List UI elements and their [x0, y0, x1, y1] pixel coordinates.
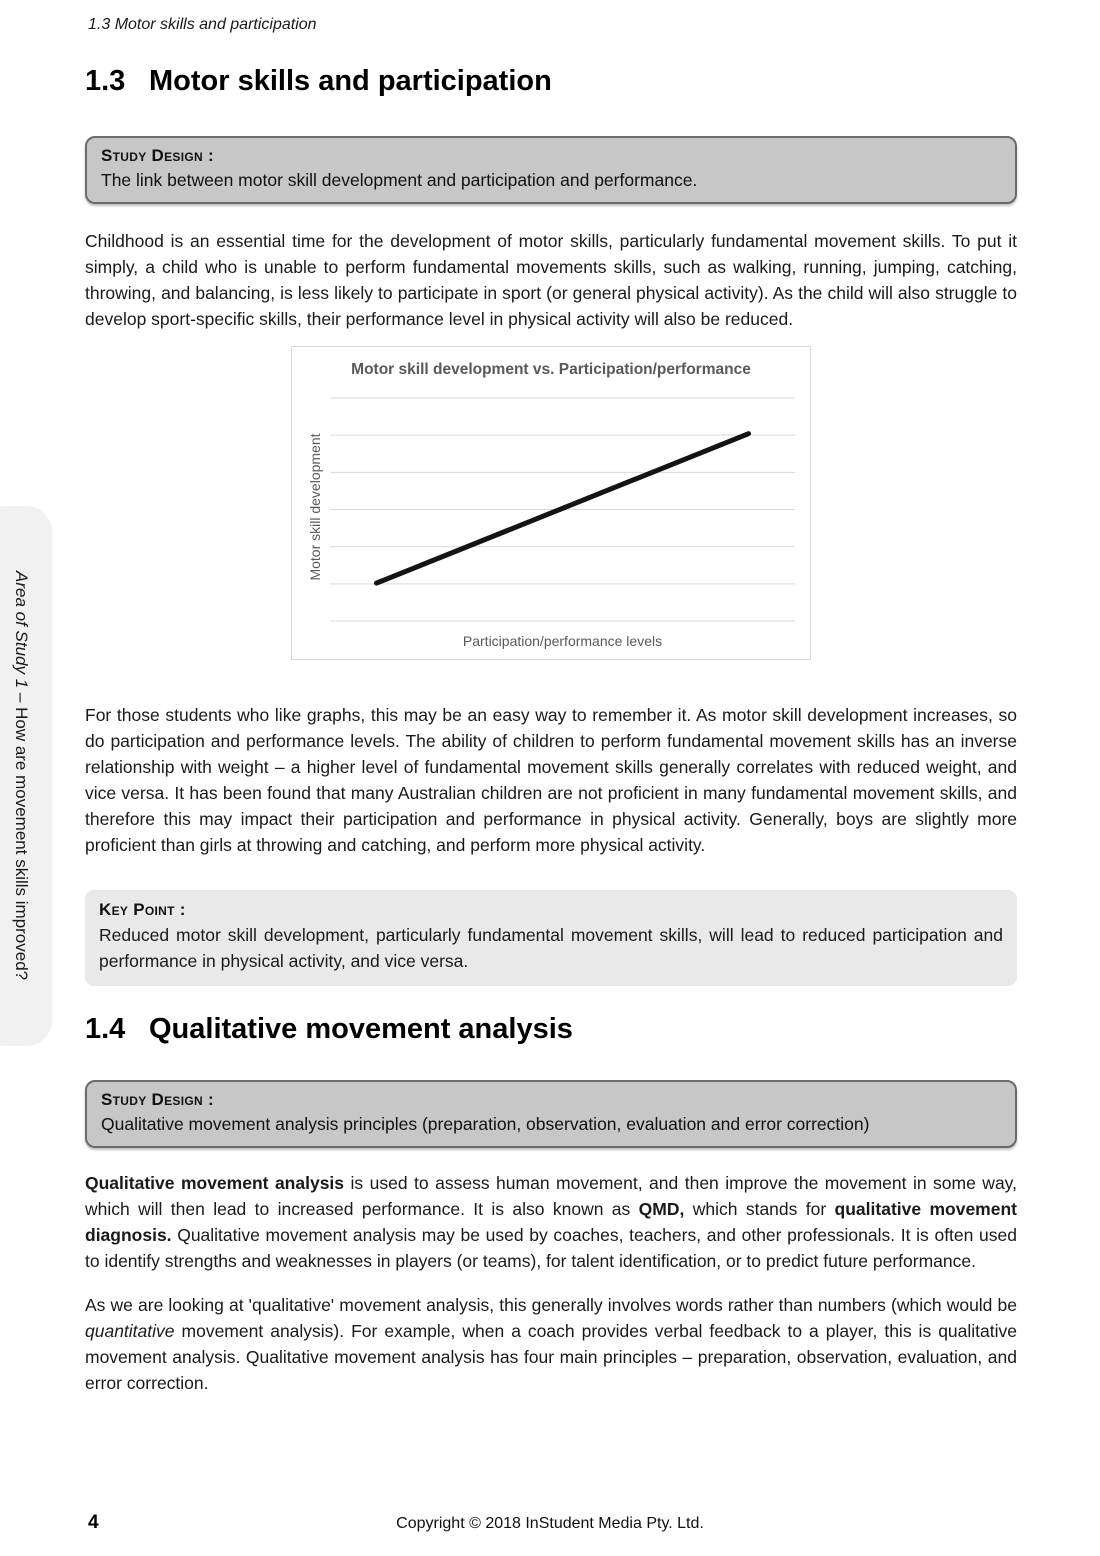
paragraph-graphs: For those students who like graphs, this may be an easy way to remember it. As motor skill development increases, so do participation and performance levels. The ability of children to perform fundamental movement skills has an inverse relationship with weight – a higher level of fundamental movement skills generally correlates with reduced weight, and vice versa. It has been found that many Australian children are not proficient in many fundamental movement skills, and therefore this may impact their participation and performance in physical activity. Generally, boys are slightly more proficient than girls at throwing and catching, and perform more physical activity. [85, 705, 1017, 855]
section-title: Motor skills and participation [149, 65, 552, 97]
key-point-label: Key Point : [99, 900, 186, 919]
paragraph-qma-definition: Qualitative movement analysis is used to assess human movement, and then improve the movement in some way, which will then lead to increased performance. It is also known as QMD, which stands for qualitative movement diagnosis. Qualitative movement analysis may be used by coaches, teachers, and other professionals. It is often used to identify strengths and weaknesses in players (or teams), for talent identification, or to predict future performance. [85, 1173, 1017, 1271]
page-content [85, 0, 1017, 1396]
paragraph-childhood: Childhood is an essential time for the development of motor skills, particularly fundamental movement skills. To put it simply, a child who is unable to perform fundamental movements skills, such as walking, running, jumping, catching, throwing, and balancing, is less likely to participate in sport (or general physical activity). As the child will also struggle to develop sport-specific skills, their performance level in physical activity will also be reduced. [85, 231, 1017, 329]
chart-title: Motor skill development vs. Participation/performance [351, 361, 751, 378]
running-head: 1.3 Motor skills and participation [88, 16, 317, 33]
motor-skill-chart [291, 346, 811, 660]
section-title: Qualitative movement analysis [149, 1013, 573, 1045]
study-design-label: Study Design : [101, 146, 214, 165]
study-design-text: The link between motor skill development and participation and performance. [101, 170, 698, 190]
sidebar-area-of-study-tab [0, 506, 52, 1046]
section-1-3-heading [85, 64, 1017, 98]
section-1-4-heading [85, 1012, 1017, 1046]
study-design-box-2 [85, 1080, 1017, 1148]
page-number: 4 [88, 1512, 99, 1533]
paragraph-qualitative-vs-quantitative: As we are looking at 'qualitative' movement analysis, this generally involves words rather than numbers (which would be quantitative movement analysis). For example, when a coach provides verbal feedback to a player, this is qualitative movement analysis. Qualitative movement analysis has four main principles – preparation, observation, evaluation, and error correction. [85, 1295, 1017, 1393]
copyright-notice: Copyright © 2018 InStudent Media Pty. Ltd. [396, 1515, 704, 1532]
chart-plot [330, 398, 795, 621]
key-point-box [85, 890, 1017, 986]
study-design-box-1 [85, 136, 1017, 204]
sidebar-area-of-study-label: Area of Study 1 – How are movement skills improved? [12, 571, 31, 981]
section-number: 1.4 [85, 1013, 126, 1045]
chart-y-axis-label: Motor skill development [307, 433, 323, 581]
study-design-label: Study Design : [101, 1090, 214, 1109]
chart-x-axis-label: Participation/performance levels [462, 633, 663, 649]
section-number: 1.3 [85, 65, 126, 97]
key-point-text: Reduced motor skill development, particularly fundamental movement skills, will lead to reduced participation and performance in physical activity, and vice versa. [99, 925, 1003, 971]
study-design-text: Qualitative movement analysis principles (preparation, observation, evaluation and error correction) [101, 1114, 870, 1134]
